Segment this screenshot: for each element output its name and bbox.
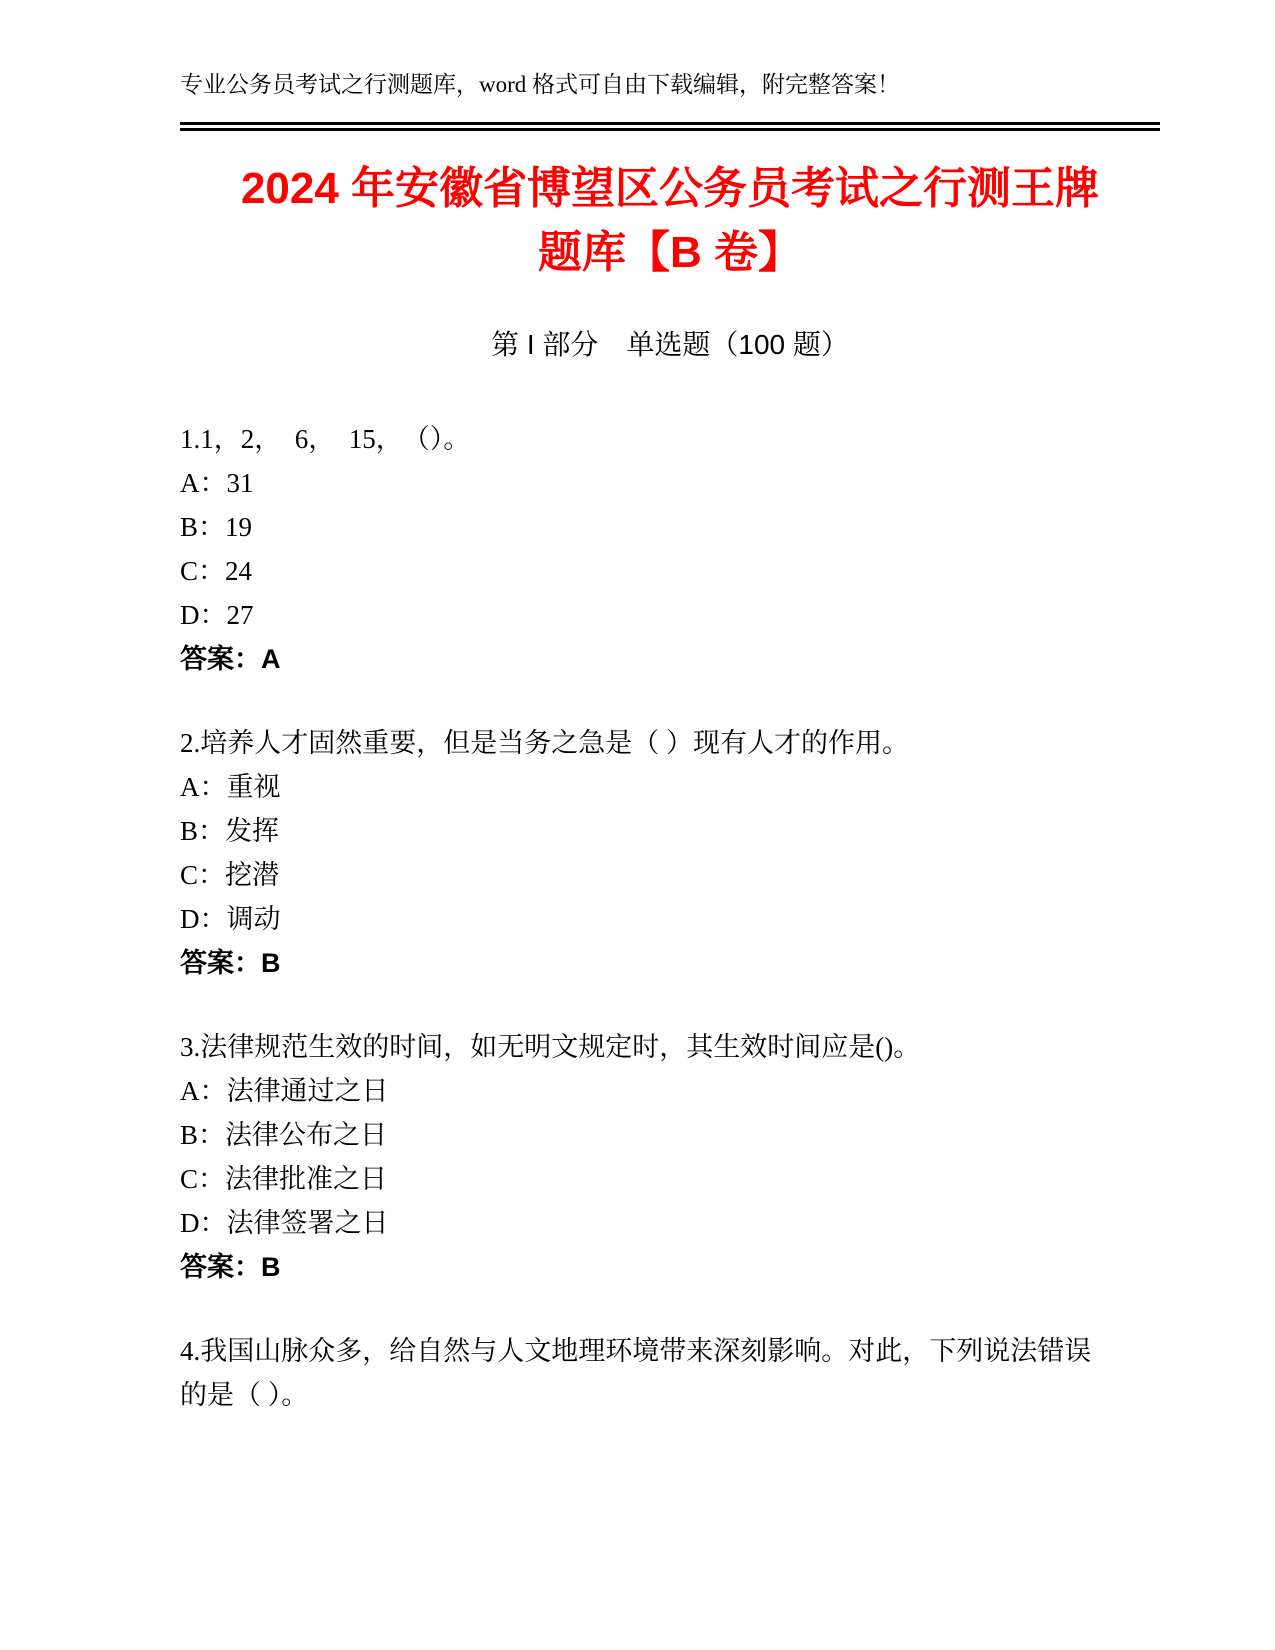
question-option: B：法律公布之日 [180,1120,388,1150]
answer-value: B [261,1252,281,1282]
document-title [180,157,1160,285]
section-heading: 第 I 部分 单选题（100 题） [491,329,849,360]
question-list [180,417,1160,1417]
answer-value: A [261,644,281,674]
question-option: B：发挥 [180,816,280,846]
question-answer [180,941,1160,985]
answer-value: B [261,948,281,978]
question-text: 3.法律规范生效的时间，如无明文规定时，其生效时间应是()。 [180,1032,921,1062]
question-block [180,1025,1160,1289]
question-text: 4.我国山脉众多，给自然与人文地理环境带来深刻影响。对此，下列说法错误的是（ ）。 [180,1336,1092,1410]
question-answer [180,1245,1160,1289]
question-option: D：调动 [180,904,281,934]
question-block [180,417,1160,681]
answer-label: 答案： [180,644,261,674]
header-note: 专业公务员考试之行测题库，word 格式可自由下载编辑，附完整答案！ [180,72,901,97]
question-option: C：挖潜 [180,860,280,890]
question-option: D：27 [180,600,254,630]
question-text: 2.培养人才固然重要，但是当务之急是（ ）现有人才的作用。 [180,728,909,758]
question-option: C：24 [180,556,253,586]
answer-label: 答案： [180,1252,261,1282]
answer-label: 答案： [180,948,261,978]
header-divider [180,122,1160,131]
question-block [180,721,1160,985]
question-option: A：法律通过之日 [180,1076,389,1106]
question-option: A：31 [180,468,254,498]
question-option: B：19 [180,512,253,542]
question-block [180,1329,1160,1417]
question-option: A：重视 [180,772,281,802]
document-title-line-1: 2024 年安徽省博望区公务员考试之行测王牌 [240,164,1100,213]
question-option: C：法律批准之日 [180,1164,388,1194]
question-text: 1.1，2， 6， 15， （）。 [180,424,471,454]
question-answer [180,637,1160,681]
question-option: D：法律签署之日 [180,1208,389,1238]
document-title-line-2: 题库【B 卷】 [538,228,802,277]
